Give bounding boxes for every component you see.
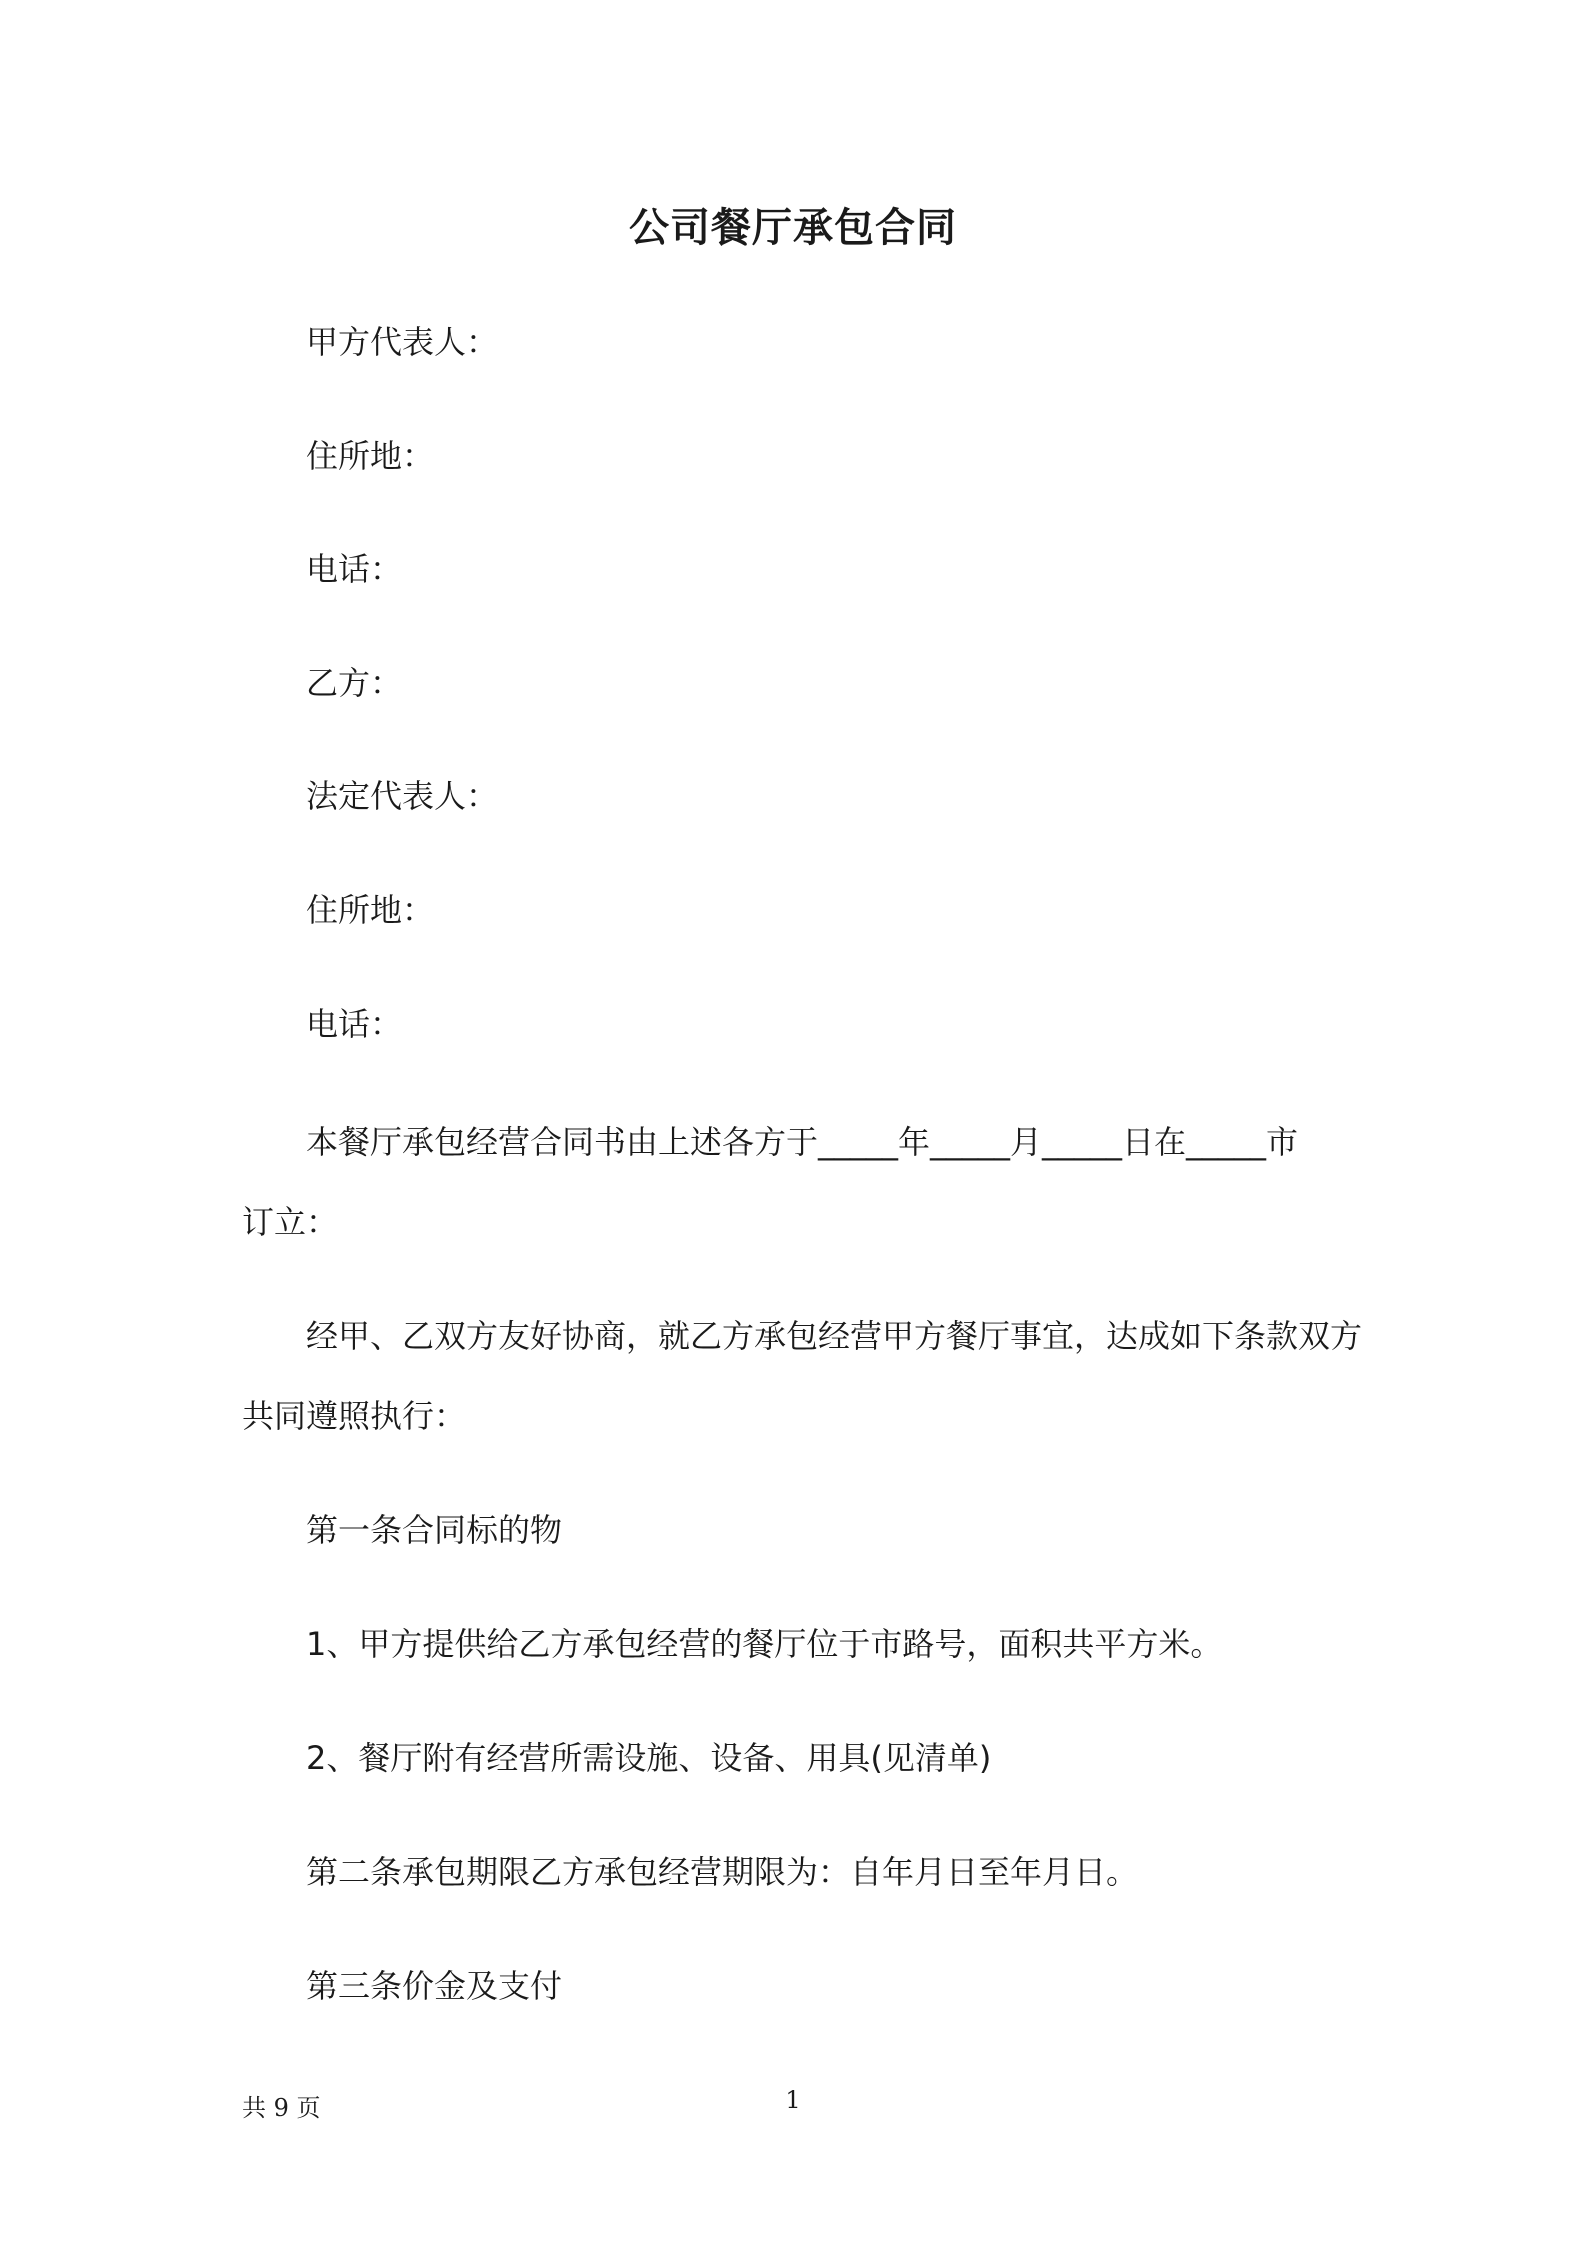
article-1-heading: 第一条合同标的物 xyxy=(306,1511,563,1549)
party-b-legal-representative: 法定代表人： xyxy=(306,777,499,815)
party-b-address: 住所地： xyxy=(306,891,435,929)
article-3-heading: 第三条价金及支付 xyxy=(306,1967,563,2005)
consult-paragraph-line-1: 经甲、乙双方友好协商，就乙方承包经营甲方餐厅事宜，达成如下条款双方 xyxy=(306,1317,1363,1355)
party-b-phone: 电话： xyxy=(306,1005,403,1043)
intro-paragraph-line-1: 本餐厅承包经营合同书由上述各方于_____年_____月_____日在_____市 xyxy=(306,1123,1299,1161)
party-a-address: 住所地： xyxy=(306,437,435,475)
party-b: 乙方： xyxy=(306,664,403,702)
intro-paragraph-line-2: 订立： xyxy=(242,1203,339,1241)
document-title: 公司餐厅承包合同 xyxy=(629,205,957,251)
article-1-item-1: 1、甲方提供给乙方承包经营的餐厅位于市路号，面积共平方米。 xyxy=(306,1625,1223,1663)
total-pages-label: 共 9 页 xyxy=(242,2094,321,2122)
article-2: 第二条承包期限乙方承包经营期限为：自年月日至年月日。 xyxy=(306,1853,1139,1891)
article-1-item-2: 2、餐厅附有经营所需设施、设备、用具(见清单) xyxy=(306,1739,992,1777)
page-number: 1 xyxy=(785,2086,801,2114)
party-a-phone: 电话： xyxy=(306,550,403,588)
party-a-representative: 甲方代表人： xyxy=(306,323,499,361)
consult-paragraph-line-2: 共同遵照执行： xyxy=(242,1397,467,1435)
